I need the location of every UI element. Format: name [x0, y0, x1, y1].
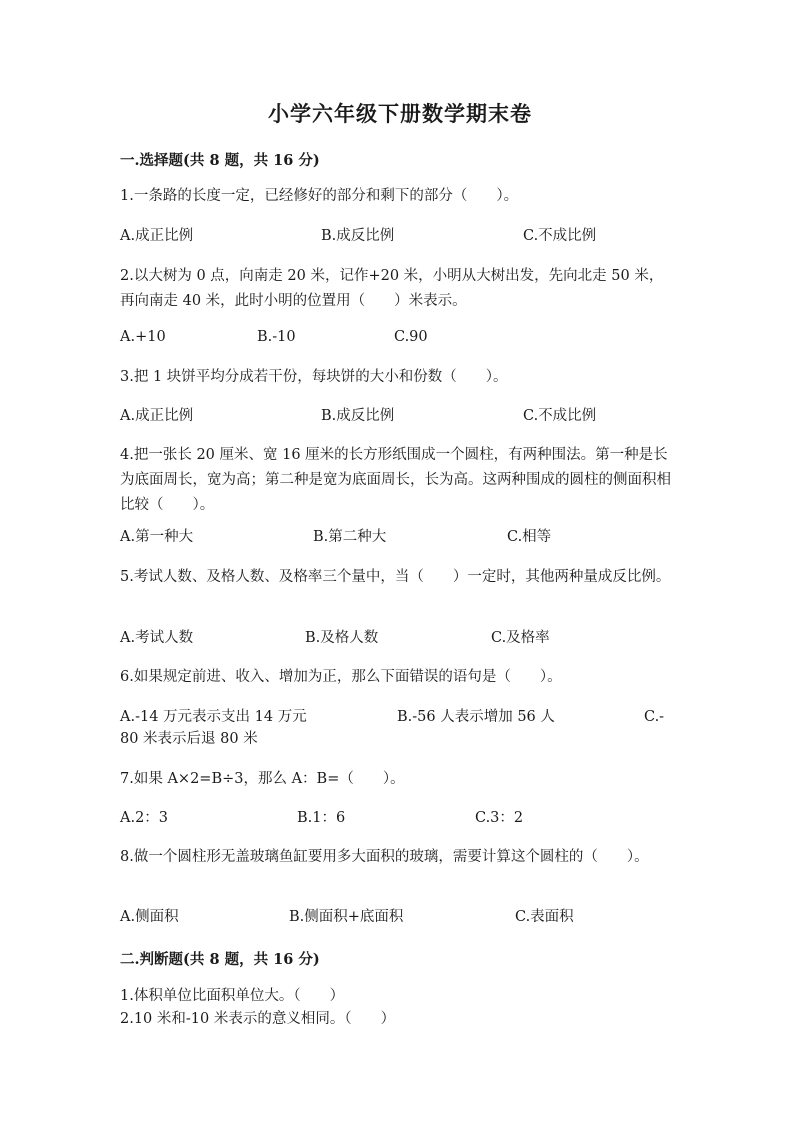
- page-title: 小学六年级下册数学期末卷: [268, 101, 532, 126]
- section-heading-judgement: 二.判断题(共 8 题，共 16 分): [120, 951, 320, 968]
- question-text: 2.10 米和-10 米表示的意义相同。（ ）: [120, 1011, 396, 1027]
- question-options: [120, 806, 680, 831]
- question-options: [120, 404, 680, 429]
- option-b: B.-56 人表示增加 56 人: [397, 709, 555, 725]
- option-a: A.第一种大: [120, 529, 194, 545]
- option-c: C.3：2: [475, 810, 524, 826]
- option-a: A.成正比例: [120, 228, 194, 244]
- question-text: 7.如果 A×2=B÷3，那么 A：B=（ ）。: [120, 771, 405, 787]
- option-c: C.及格率: [491, 630, 550, 646]
- question-text: 6.如果规定前进、收入、增加为正，那么下面错误的语句是（ ）。: [120, 669, 562, 685]
- option-b: B.成反比例: [321, 228, 395, 244]
- option-c: C.-: [644, 709, 665, 725]
- question-options: [120, 525, 680, 550]
- section-heading-choice: 一.选择题(共 8 题，共 16 分): [120, 152, 320, 169]
- option-a: A.考试人数: [120, 630, 194, 646]
- question-text: 3.把 1 块饼平均分成若干份，每块饼的大小和份数（ ）。: [120, 369, 508, 385]
- question-text: 2.以大树为 0 点，向南走 20 米，记作+20 米，小明从大树出发，先向北走 50 米，再向南走 40 米，此时小明的位置用（ ）米表示。: [120, 268, 664, 309]
- option-a: A.2：3: [120, 810, 169, 826]
- question-text: 4.把一张长 20 厘米、宽 16 厘米的长方形纸围成一个圆柱，有两种围法。第一种是长为底面周长，宽为高；第二种是宽为底面周长，长为高。这两种围成的圆柱的侧面积相比较（ ）。: [120, 447, 671, 513]
- question-text: 1.体积单位比面积单位大。（ ）: [120, 988, 345, 1004]
- option-b: B.侧面积+底面积: [289, 909, 404, 925]
- option-b: B.-10: [257, 329, 296, 345]
- question-options: [120, 626, 680, 651]
- option-c: C.不成比例: [523, 408, 597, 424]
- question-text: 1.一条路的长度一定，已经修好的部分和剩下的部分（ ）。: [120, 188, 519, 204]
- question-options: [120, 224, 680, 249]
- question-text: 8.做一个圆柱形无盖玻璃鱼缸要用多大面积的玻璃，需要计算这个圆柱的（ ）。: [120, 849, 649, 865]
- option-c: C.不成比例: [523, 228, 597, 244]
- option-c: C.相等: [507, 529, 552, 545]
- option-c: C.表面积: [515, 909, 574, 925]
- option-c-continuation: 80 米表示后退 80 米: [120, 731, 258, 747]
- option-b: B.1：6: [297, 810, 346, 826]
- option-c: C.90: [394, 329, 428, 345]
- option-a: A.+10: [120, 329, 166, 345]
- option-a: A.-14 万元表示支出 14 万元: [120, 709, 307, 725]
- option-b: B.第二种大: [313, 529, 387, 545]
- question-options: [120, 905, 680, 930]
- option-a: A.成正比例: [120, 408, 194, 424]
- option-b: B.成反比例: [321, 408, 395, 424]
- question-options: [120, 325, 680, 350]
- option-a: A.侧面积: [120, 909, 179, 925]
- option-b: B.及格人数: [305, 630, 379, 646]
- question-text: 5.考试人数、及格人数、及格率三个量中，当（ ）一定时，其他两种量成反比例。: [120, 569, 671, 585]
